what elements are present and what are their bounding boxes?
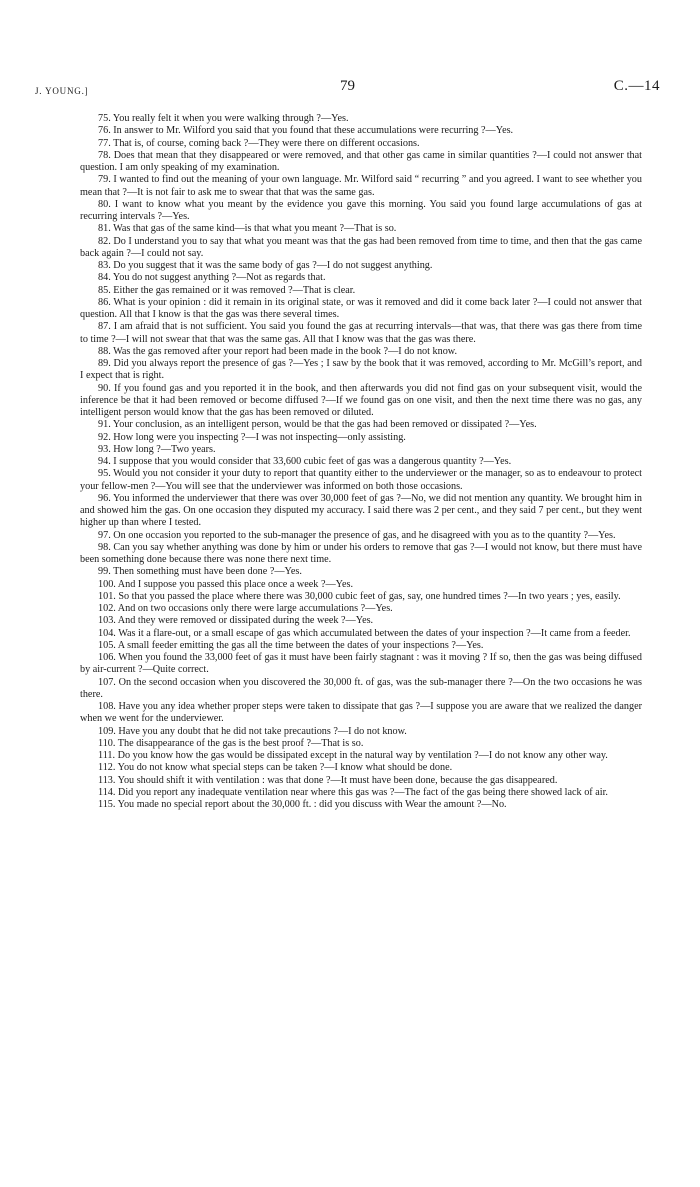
testimony-paragraph: 112. You do not know what special steps can be taken ?—I know what should be done. (98, 762, 453, 774)
testimony-paragraph: 108. Have you any idea whether proper steps were taken to dissipate that gas ?—I suppose you are aware that we realized the danger when we went for the underviewer. (80, 701, 642, 725)
testimony-paragraph: 88. Was the gas removed after your report had been made in the book ?—I do not know. (98, 345, 458, 357)
testimony-paragraph: 113. You should shift it with ventilation : was that done ?—It must have been done, because the gas disappeared. (98, 774, 558, 786)
testimony-paragraph: 106. When you found the 33,000 feet of gas it must have been fairly stagnant : was it moving ? If so, then the gas was being diffused by air-current ?—Quite correct. (80, 652, 642, 676)
testimony-paragraph: 75. You really felt it when you were walking through ?—Yes. (98, 113, 349, 124)
testimony-paragraph: 101. So that you passed the place where there was 30,000 cubic feet of gas, say, one hundred times ?—In two years ; yes, easily. (98, 590, 621, 602)
testimony-paragraph: 77. That is, of course, coming back ?—They were there on different occasions. (98, 137, 420, 149)
testimony-paragraph: 87. I am afraid that is not sufficient. You said you found the gas at recurring intervals—that was, that there was gas there from time to time ?—I will not swear that that was the same gas. All that I know was that the gas was there. (80, 321, 642, 345)
testimony-paragraph: 89. Did you always report the presence of gas ?—Yes ; I saw by the book that it was removed, according to Mr. McGill’s report, and I expect that is right. (80, 358, 642, 382)
testimony-paragraph: 99. Then something must have been done ?—Yes. (98, 566, 302, 578)
testimony-paragraph: 107. On the second occasion when you discovered the 30,000 ft. of gas, was the sub-manager there ?—On the two occasions he was there. (80, 676, 642, 700)
testimony-paragraph: 82. Do I understand you to say that what you meant was that the gas had been removed from time to time, and then that the gas came back again ?—I could not say. (80, 235, 642, 259)
testimony-body (80, 113, 642, 811)
testimony-paragraph: 90. If you found gas and you reported it in the book, and then afterwards you did not find gas on your subsequent visit, would the inference be that it had been removed or become diffused ?—If we found gas on one visit, and then the next time there was no gas, any intelligent person would know that the gas has been removed or diluted. (80, 382, 642, 418)
testimony-paragraph: 76. In answer to Mr. Wilford you said that you found that these accumulations were recurring ?—Yes. (98, 125, 514, 137)
testimony-paragraph: 84. You do not suggest anything ?—Not as regards that. (98, 272, 326, 284)
testimony-paragraph: 110. The disappearance of the gas is the best proof ?—That is so. (98, 737, 364, 749)
testimony-paragraph: 114. Did you report any inadequate ventilation near where this gas was ?—The fact of the gas being there showed lack of air. (98, 786, 608, 798)
testimony-paragraph: 104. Was it a flare-out, or a small escape of gas which accumulated between the dates of your inspection ?—It came from a feeder. (98, 627, 631, 639)
testimony-paragraph: 109. Have you any doubt that he did not take precautions ?—I do not know. (98, 725, 407, 737)
testimony-paragraph: 80. I want to know what you meant by the evidence you gave this morning. You said you found large accumulations of gas at recurring intervals ?—Yes. (80, 198, 642, 222)
testimony-paragraph: 96. You informed the underviewer that there was over 30,000 feet of gas ?—No, we did not mention any quantity. We brought him in and showed him the gas. On one occasion they disputed my accuracy. I said there was 2 per cent., and they said 7 per cent., but they went higher up than where I tested. (80, 492, 642, 529)
testimony-paragraph: 94. I suppose that you would consider that 33,600 cubic feet of gas was a dangerous quantity ?—Yes. (98, 456, 512, 467)
testimony-paragraph: 91. Your conclusion, as an intelligent person, would be that the gas had been removed or dissipated ?—Yes. (98, 419, 537, 431)
testimony-paragraph: 97. On one occasion you reported to the sub-manager the presence of gas, and he disagreed with you as to the quantity ?—Yes. (98, 529, 616, 541)
testimony-paragraph: 78. Does that mean that they disappeared or were removed, and that other gas came in similar quantities ?—I could not answer that question. I am only speaking of my examination. (80, 149, 642, 173)
running-header (35, 72, 660, 98)
testimony-paragraph: 115. You made no special report about the 30,000 ft. : did you discuss with Wear the amount ?—No. (98, 799, 507, 810)
testimony-paragraph: 92. How long were you inspecting ?—I was not inspecting—only assisting. (98, 431, 406, 443)
testimony-paragraph: 105. A small feeder emitting the gas all the time between the dates of your inspections ?—Yes. (98, 639, 484, 651)
testimony-paragraph: 83. Do you suggest that it was the same body of gas ?—I do not suggest anything. (98, 260, 433, 271)
testimony-paragraph: 98. Can you say whether anything was done by him or under his orders to remove that gas ?—I would not know, but there must have been something done because there was none there next time. (80, 541, 642, 565)
testimony-paragraph: 85. Either the gas remained or it was removed ?—That is clear. (98, 284, 356, 296)
testimony-paragraph: 93. How long ?—Two years. (98, 443, 216, 455)
testimony-paragraph: 103. And they were removed or dissipated during the week ?—Yes. (98, 615, 374, 627)
page-number: 79 (340, 78, 355, 94)
testimony-paragraph: 100. And I suppose you passed this place once a week ?—Yes. (98, 578, 354, 590)
testimony-paragraph: 95. Would you not consider it your duty to report that quantity either to the underviewer or the manager, so as to endeavour to protect your fellow-men ?—You will see that the underviewer was informed on both those occasions. (80, 468, 642, 492)
document-reference: C.—14 (613, 78, 660, 94)
witness-name: J. YOUNG.] (35, 86, 89, 96)
testimony-paragraph: 102. And on two occasions only there were large accumulations ?—Yes. (98, 603, 393, 614)
testimony-paragraph: 86. What is your opinion : did it remain in its original state, or was it removed and did it come back later ?—I could not answer that question. All that I know is that the gas was there several times. (80, 296, 642, 320)
testimony-paragraph: 79. I wanted to find out the meaning of your own language. Mr. Wilford said “ recurring ” and you agreed. I want to see whether you mean that ?—It is not fair to ask me to swear that that was the same gas. (80, 174, 642, 198)
testimony-paragraph: 111. Do you know how the gas would be dissipated except in the natural way by ventilation ?—I do not know any other way. (98, 750, 608, 761)
testimony-paragraph: 81. Was that gas of the same kind—is that what you meant ?—That is so. (98, 223, 397, 235)
